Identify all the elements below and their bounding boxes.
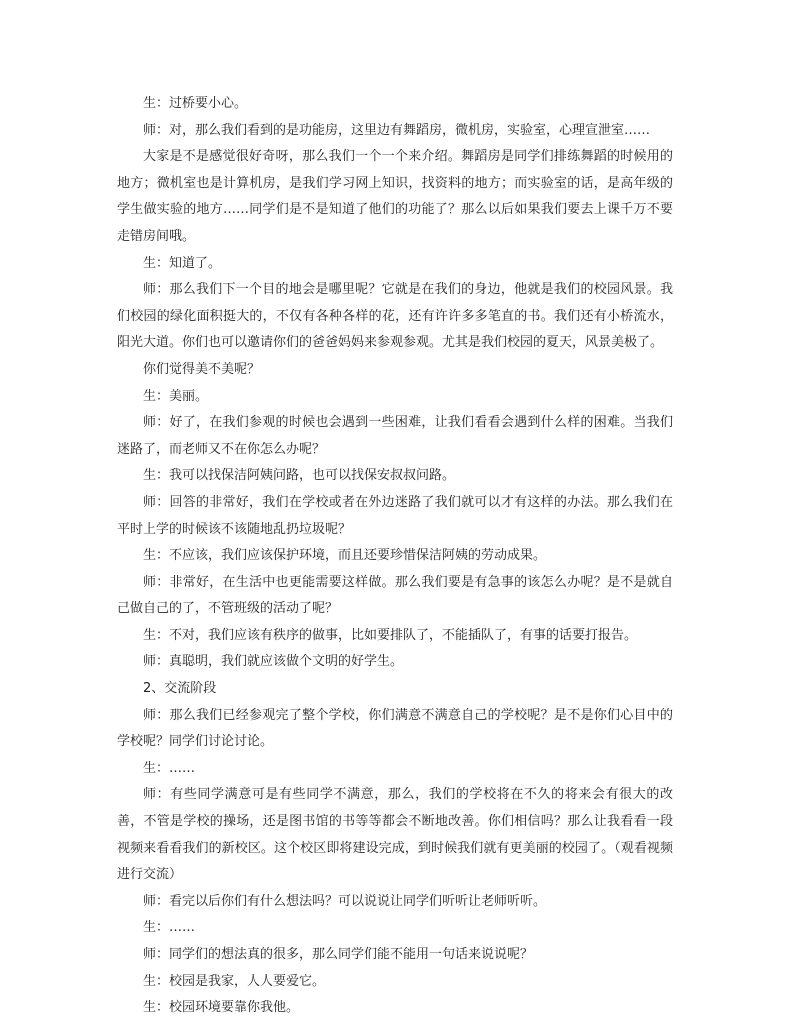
paragraph: 生：…… bbox=[143, 920, 196, 936]
paragraph: 生：不对，我们应该有秩序的做事，比如要排队了，不能插队了，有事的话要打报告。 bbox=[143, 627, 638, 643]
section-heading: 2、交流阶段 bbox=[143, 681, 217, 697]
paragraph: 生：校园是我家，人人要爱它。 bbox=[143, 973, 326, 989]
paragraph: 生：不应该，我们应该保护环境，而且还要珍惜保洁阿姨的劳动成果。 bbox=[143, 548, 547, 564]
paragraph: 师：真聪明，我们就应该做个文明的好学生。 bbox=[143, 654, 404, 670]
paragraph: 师：有些同学满意可是有些同学不满意，那么，我们的学校将在不久的将来会有很大的改善，不管是学校的操场，还是图书馆的书等等都会不断地改善。你们相信吗？那么让我看看一段视频来看看我们的新校区。这个校区即将建设完成，到时候我们就有更美丽的校园了。（观看视频进行交流） bbox=[117, 787, 673, 883]
paragraph: 生：校园环境要靠你我他。 bbox=[143, 1000, 300, 1016]
paragraph: 师：那么我们已经参观完了整个学校，你们满意不满意自己的学校呢？是不是你们心目中的学校呢？同学们讨论讨论。 bbox=[117, 707, 673, 750]
paragraph: 师：对，那么我们看到的是功能房，这里边有舞蹈房，微机房，实验室，心理宣泄室…… bbox=[143, 122, 651, 138]
paragraph: 大家是不是感觉很好奇呀，那么我们一个一个来介绍。舞蹈房是同学们排练舞蹈的时候用的地方；微机室也是计算机房，是我们学习网上知识，找资料的地方；而实验室的话，是高年级的学生做实验的地方……同学们是不是知道了他们的功能了？那么以后如果我们要去上课千万不要走错房间哦。 bbox=[117, 149, 673, 244]
document-body bbox=[117, 91, 673, 1022]
paragraph: 师：那么我们下一个目的地会是哪里呢？它就是在我们的身边，他就是我们的校园风景。我们校园的绿化面积挺大的，不仅有各种各样的花，还有许许多多笔直的书。我们还有小桥流水，阳光大道。你们也可以邀请你们的爸爸妈妈来参观参观。尤其是我们校园的夏天，风景美极了。 bbox=[117, 282, 673, 351]
paragraph: 生：过桥要小心。 bbox=[143, 96, 248, 111]
paragraph: 师：看完以后你们有什么想法吗？可以说说让同学们听听让老师听听。 bbox=[143, 893, 547, 909]
paragraph: 师：回答的非常好，我们在学校或者在外边迷路了我们就可以才有这样的办法。那么我们在平时上学的时候该不该随地乱扔垃圾呢？ bbox=[117, 494, 673, 537]
paragraph: 你们觉得美不美呢？ bbox=[143, 361, 261, 377]
paragraph: 师：同学们的想法真的很多，那么同学们能不能用一句话来说说呢？ bbox=[143, 947, 534, 962]
paragraph: 生：…… bbox=[143, 760, 196, 776]
paragraph: 师：非常好，在生活中也更能需要这样做。那么我们要是有急事的该怎么办呢？是不是就自己做自己的了，不管班级的活动了呢？ bbox=[117, 574, 673, 617]
paragraph: 师：好了，在我们参观的时候也会遇到一些困难，让我们看看会遇到什么样的困难。当我们迷路了，而老师又不在你怎么办呢？ bbox=[117, 415, 673, 457]
paragraph: 生：我可以找保洁阿姨问路，也可以找保安叔叔问路。 bbox=[143, 468, 456, 484]
paragraph: 生：美丽。 bbox=[143, 388, 209, 404]
paragraph: 生：知道了。 bbox=[143, 255, 222, 271]
